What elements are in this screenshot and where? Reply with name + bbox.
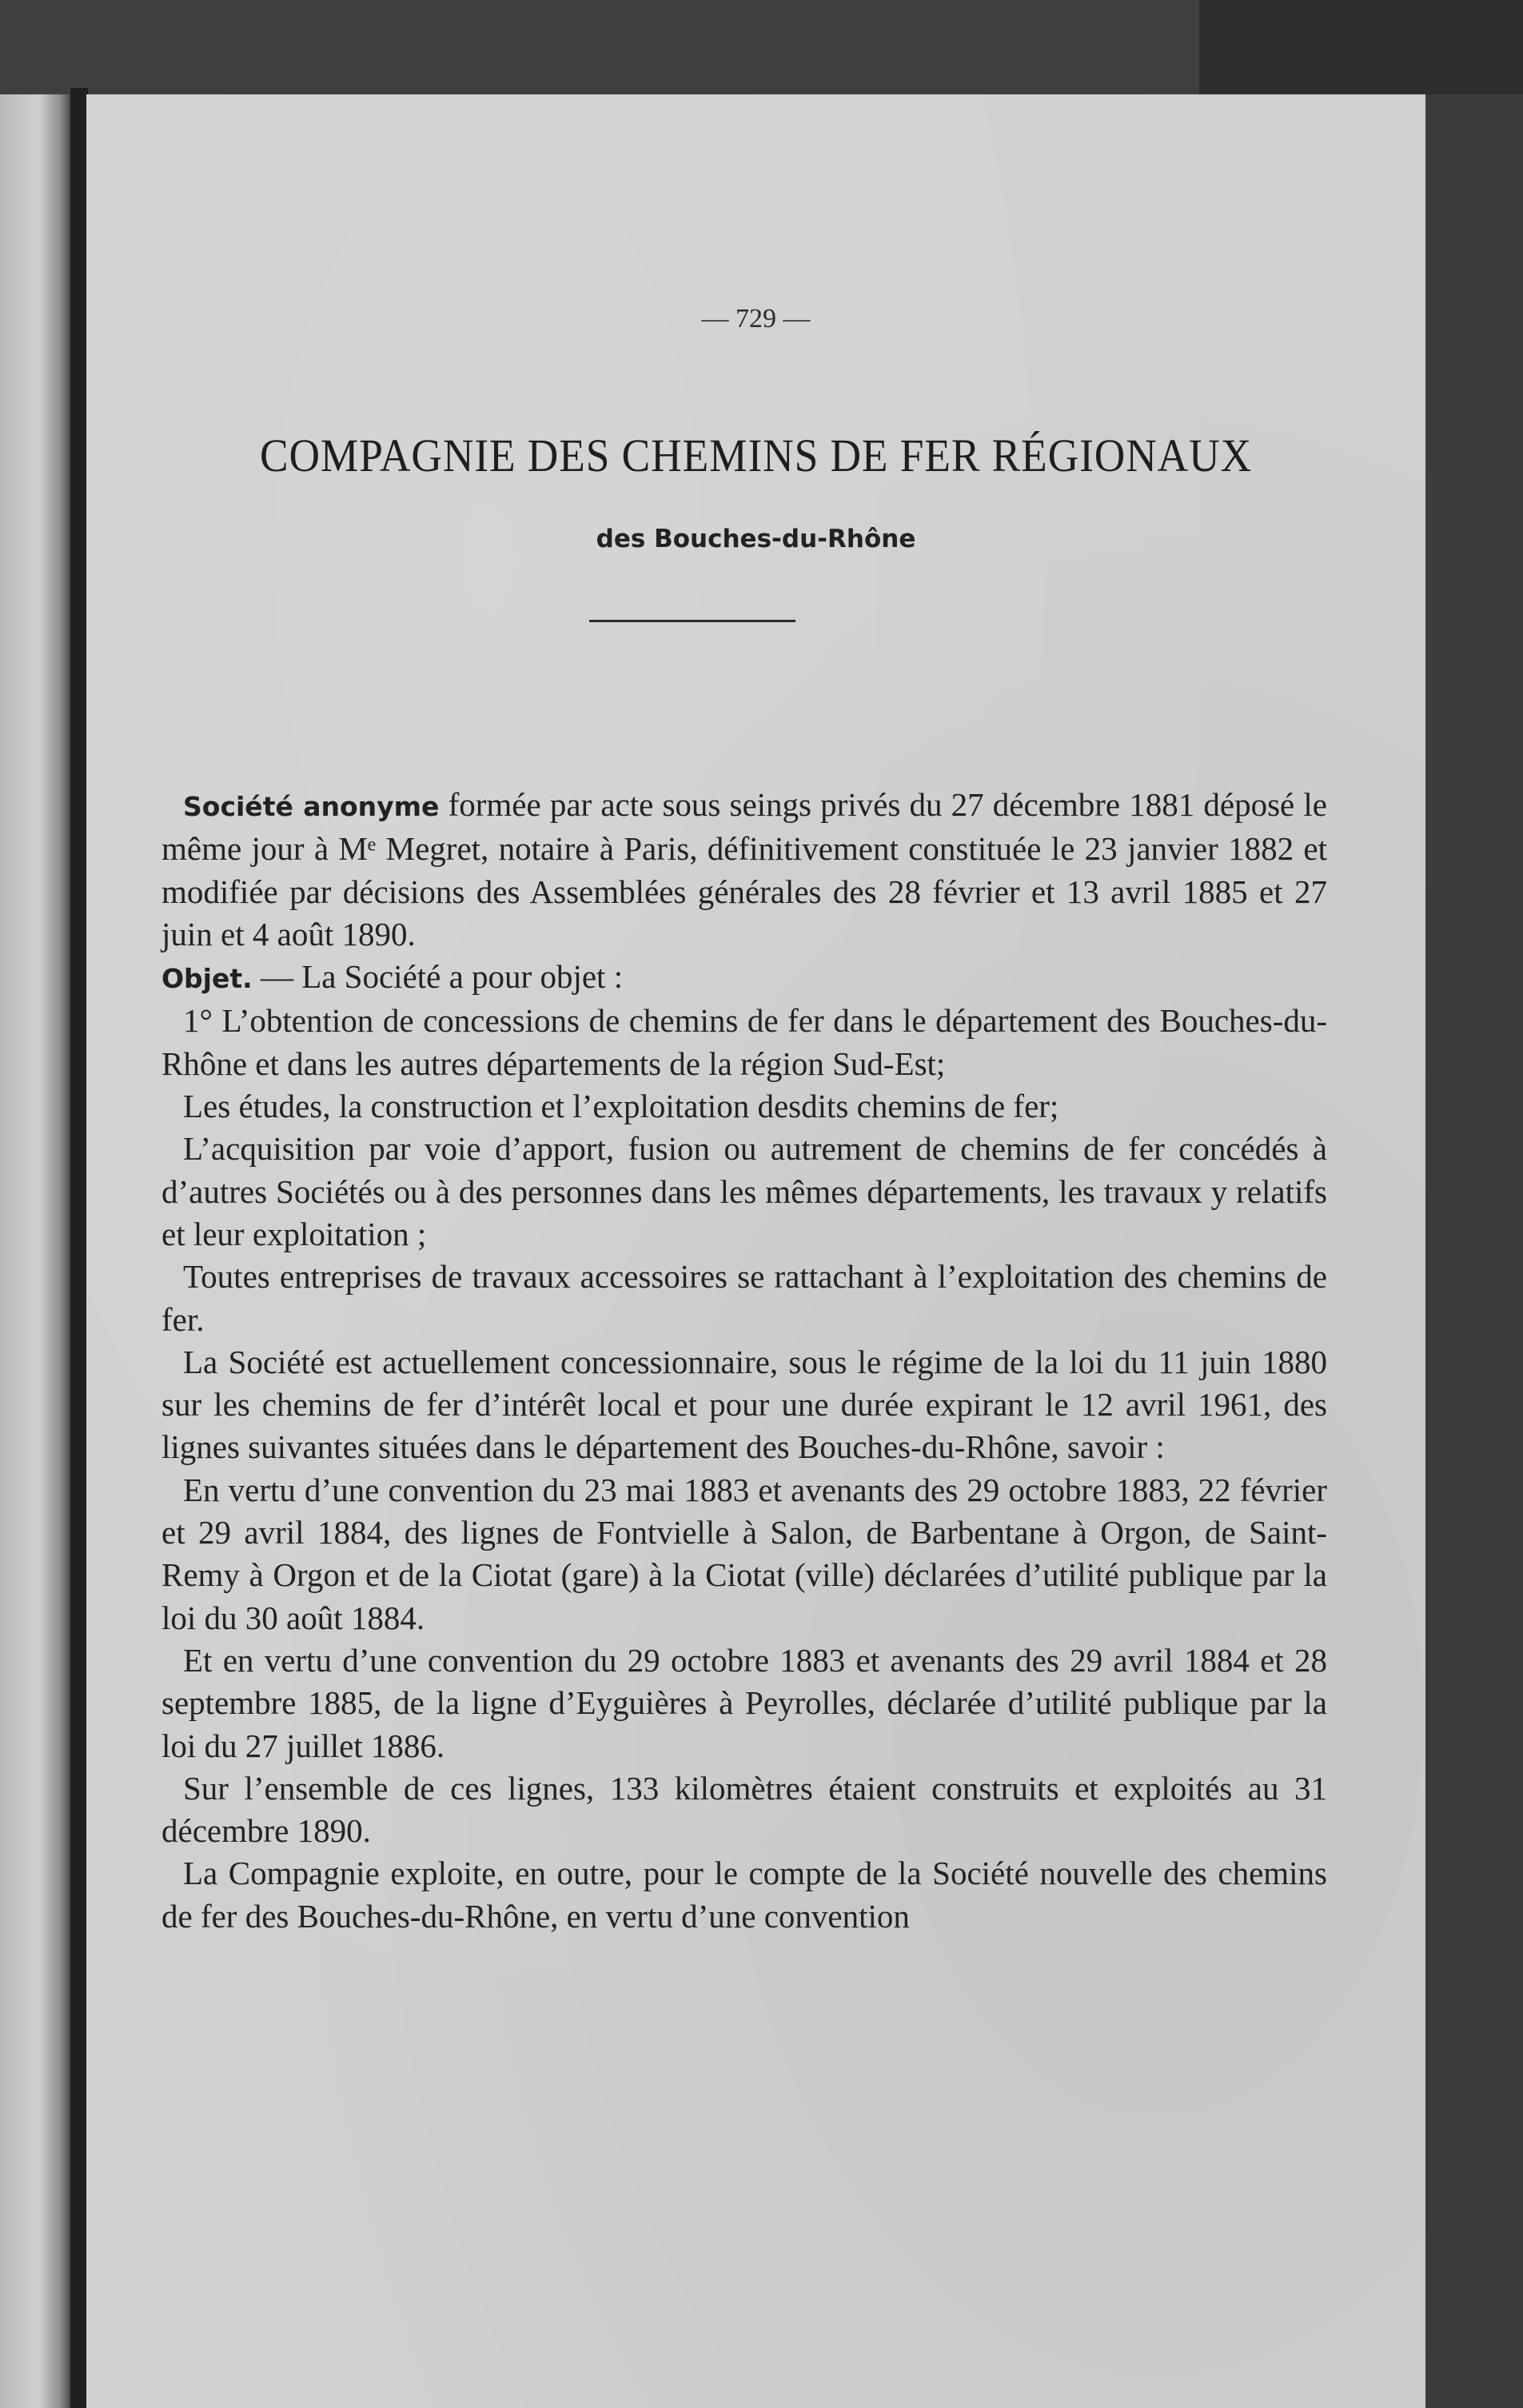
previous-page-edge <box>0 94 70 2408</box>
paragraph: Sur l’ensemble de ces lignes, 133 kilomètres étaient construits et exploités au 31 décembre 1890. <box>161 1769 1327 1850</box>
paragraph: Et en vertu d’une convention du 29 octobre 1883 et avenants des 29 avril 1884 et 28 septembre 1885, de la ligne d’Eyguières à Peyrolles, déclarée d’utilité publique par la loi du 27 juillet 1886. <box>161 1641 1327 1764</box>
paragraph-lead: Société anonyme <box>183 791 440 822</box>
page-right-shadow <box>1425 94 1523 2408</box>
paragraph: En vertu d’une convention du 23 mai 1883 et avenants des 29 octobre 1883, 22 février et 29 avril 1884, des lignes de Fontvielle à Salon, de Barbentane à Orgon, de Saint-Remy à Orgon et de la Ciotat (gare) à la Ciotat (ville) déclarées d’utilité publique par la loi du 30 août 1884. <box>161 1471 1327 1636</box>
paragraph-objet <box>161 956 1327 1000</box>
paragraph-incorporation <box>161 784 1327 956</box>
paragraph: Toutes entreprises de travaux accessoires se rattachant à l’exploitation des chemins de fer. <box>161 1258 1327 1338</box>
paragraph: La Société est actuellement concessionnaire, sous le régime de la loi du 11 juin 1880 sur les chemins de fer d’intérêt local et pour une durée expirant le 12 avril 1961, des lignes suivantes situées dans le département des Bouches-du-Rhône, savoir : <box>161 1343 1327 1466</box>
title-separator-rule <box>589 620 795 622</box>
page-subtitle: des Bouches-du-Rhône <box>596 525 916 553</box>
book-page <box>86 94 1425 2408</box>
paragraph-lead: Objet. <box>161 963 253 995</box>
paragraph-text: — La Société a pour objet : <box>252 958 624 996</box>
scan-backdrop <box>1199 0 1523 104</box>
page-number: — 729 — <box>701 304 811 333</box>
book-gutter <box>70 88 88 2408</box>
paragraph: L’acquisition par voie d’apport, fusion ou autrement de chemins de fer concédés à d’autres Sociétés ou à des personnes dans les mêmes départements, les travaux y relatifs et leur exploitation ; <box>161 1130 1327 1252</box>
body-text <box>161 784 1327 1938</box>
paragraph-text: formée par acte sous seings privés du 27 décembre 1881 déposé le même jour à Mᵉ Megret, notaire à Paris, définitivement constituée le 23 janvier 1882 et modifiée par décisions des Assemblées générales des 28 février et 13 avril 1885 et 27 juin et 4 août 1890. <box>161 786 1327 952</box>
page-title: COMPAGNIE DES CHEMINS DE FER RÉGIONAUX <box>259 429 1253 481</box>
paragraph: Les études, la construction et l’exploitation desdits chemins de fer; <box>183 1088 1059 1125</box>
paragraph: La Compagnie exploite, en outre, pour le compte de la Société nouvelle des chemins de fer des Bouches-du-Rhône, en vertu d’une convention <box>161 1855 1327 1935</box>
paragraph: 1° L’obtention de concessions de chemins de fer dans le département des Bouches-du-Rhône et dans les autres départements de la région Sud-Est; <box>161 1002 1327 1082</box>
